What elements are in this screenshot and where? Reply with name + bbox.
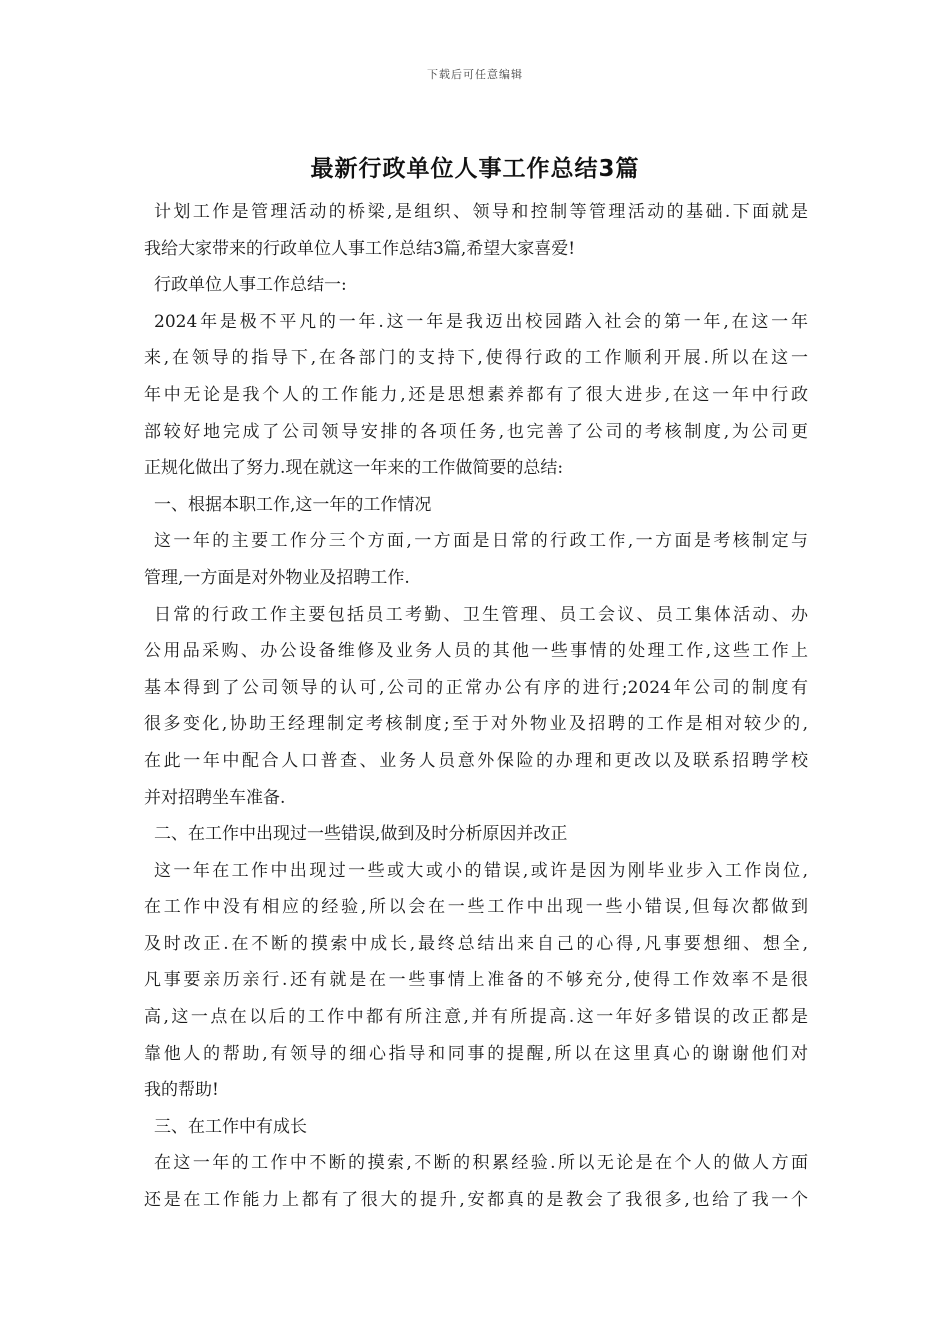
text-line: 在此一年中配合人口普查、业务人员意外保险的办理和更改以及联系招聘学校 bbox=[144, 750, 808, 771]
document-title: 最新行政单位人事工作总结3篇 bbox=[310, 156, 640, 182]
text-line: 管理,一方面是对外物业及招聘工作. bbox=[144, 567, 410, 588]
text-line: 很多变化,协助王经理制定考核制度;至于对外物业及招聘的工作是相对较少的, bbox=[144, 714, 808, 735]
text-line: 三、在工作中有成长 bbox=[154, 1116, 307, 1137]
text-line: 年中无论是我个人的工作能力,还是思想素养都有了很大进步,在这一年中行政 bbox=[144, 384, 808, 405]
text-line: 还是在工作能力上都有了很大的提升,安都真的是教会了我很多,也给了我一个 bbox=[144, 1190, 808, 1211]
text-line: 行政单位人事工作总结一: bbox=[154, 275, 347, 296]
text-line: 公用品采购、办公设备维修及业务人员的其他一些事情的处理工作,这些工作上 bbox=[144, 641, 808, 662]
text-line: 2024年是极不平凡的一年.这一年是我迈出校园踏入社会的第一年,在这一年 bbox=[154, 311, 808, 332]
text-line: 一、根据本职工作,这一年的工作情况 bbox=[154, 494, 432, 515]
text-line: 在工作中没有相应的经验,所以会在一些工作中出现一些小错误,但每次都做到 bbox=[144, 897, 808, 918]
text-line: 部较好地完成了公司领导安排的各项任务,也完善了公司的考核制度,为公司更 bbox=[144, 421, 808, 442]
document-body bbox=[144, 194, 808, 1219]
text-line: 基本得到了公司领导的认可,公司的正常办公有序的进行;2024年公司的制度有 bbox=[144, 677, 808, 698]
text-line: 这一年的主要工作分三个方面,一方面是日常的行政工作,一方面是考核制定与 bbox=[154, 531, 808, 552]
text-line: 来,在领导的指导下,在各部门的支持下,使得行政的工作顺利开展.所以在这一 bbox=[144, 348, 808, 369]
text-line: 正规化做出了努力.现在就这一年来的工作做简要的总结: bbox=[144, 458, 564, 479]
text-line: 二、在工作中出现过一些错误,做到及时分析原因并改正 bbox=[154, 824, 568, 845]
header-note: 下载后可任意编辑 bbox=[427, 68, 523, 81]
text-line: 这一年在工作中出现过一些或大或小的错误,或许是因为刚毕业步入工作岗位, bbox=[154, 860, 808, 881]
text-line: 我给大家带来的行政单位人事工作总结3篇,希望大家喜爱! bbox=[144, 238, 576, 259]
text-line: 及时改正.在不断的摸索中成长,最终总结出来自己的心得,凡事要想细、想全, bbox=[144, 933, 808, 954]
text-line: 日常的行政工作主要包括员工考勤、卫生管理、员工会议、员工集体活动、办 bbox=[154, 604, 808, 625]
text-line: 我的帮助! bbox=[144, 1080, 219, 1101]
text-line: 靠他人的帮助,有领导的细心指导和同事的提醒,所以在这里真心的谢谢他们对 bbox=[144, 1043, 808, 1064]
text-line: 在这一年的工作中不断的摸索,不断的积累经验.所以无论是在个人的做人方面 bbox=[154, 1153, 808, 1174]
text-line: 计划工作是管理活动的桥梁,是组织、领导和控制等管理活动的基础.下面就是 bbox=[154, 202, 808, 222]
text-line: 凡事要亲历亲行.还有就是在一些事情上准备的不够充分,使得工作效率不是很 bbox=[144, 970, 808, 991]
text-line: 并对招聘坐车准备. bbox=[144, 787, 286, 808]
text-line: 高,这一点在以后的工作中都有所注意,并有所提高.这一年好多错误的改正都是 bbox=[144, 1007, 808, 1028]
